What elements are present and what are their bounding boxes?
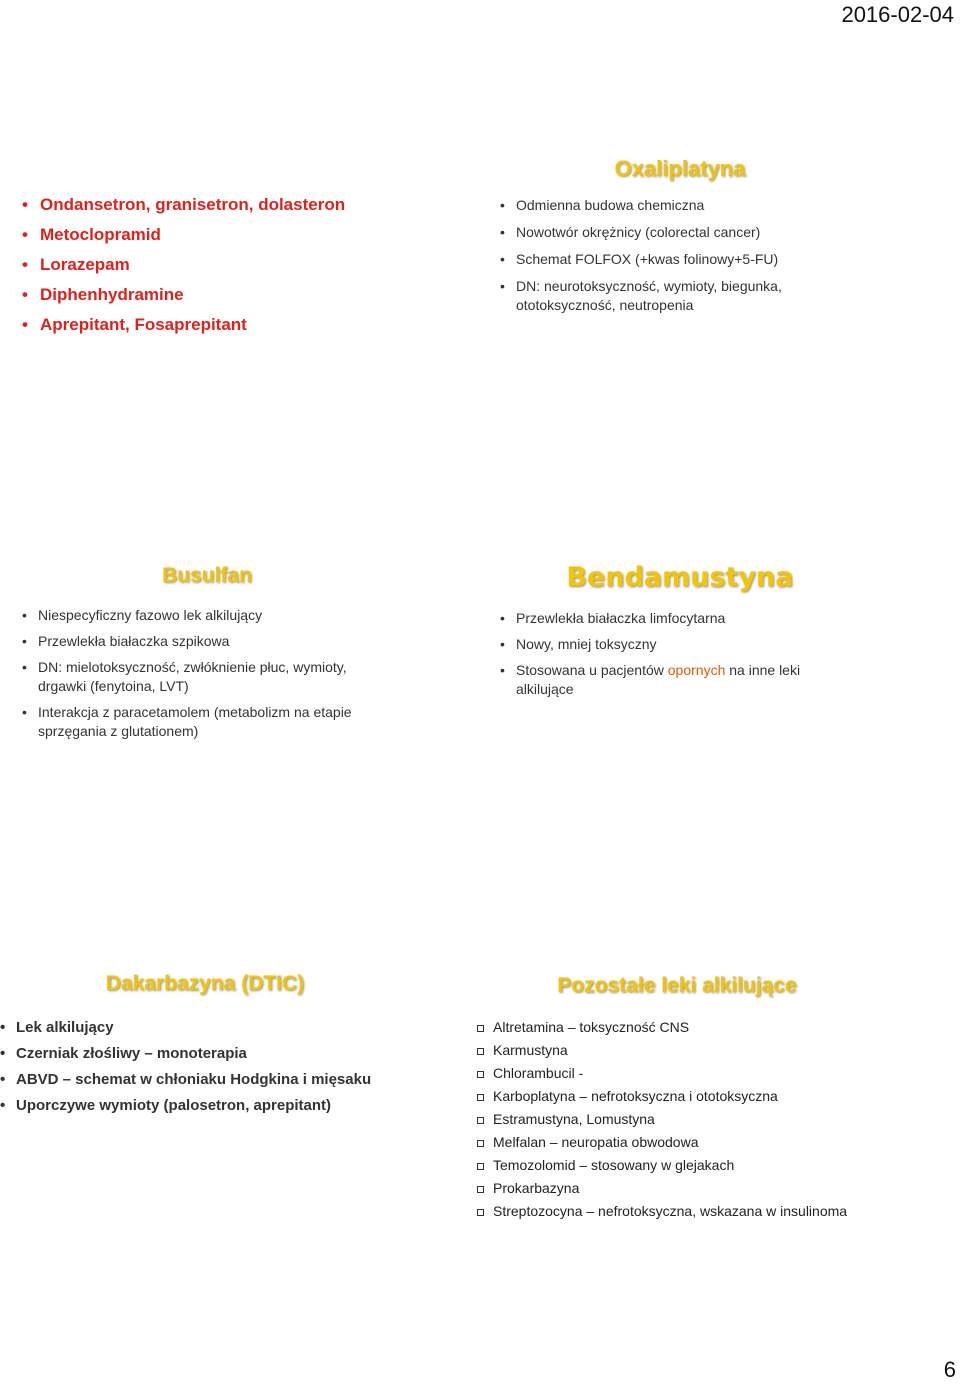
list-item: • Uporczywe wymioty (palosetron, aprepitant) bbox=[0, 1096, 410, 1115]
list-item: • Przewlekła białaczka limfocytarna bbox=[500, 609, 860, 628]
highlight-text: opornych bbox=[667, 662, 726, 678]
list-item: • Nowy, mniej toksyczny bbox=[500, 635, 860, 654]
list-item: • Odmienna budowa chemiczna bbox=[500, 196, 860, 215]
list-item: • Interakcja z paracetamolem (metabolizm na etapie sprzęgania z glutationem) bbox=[22, 703, 392, 741]
list-item: • Schemat FOLFOX (+kwas folinowy+5-FU) bbox=[500, 250, 860, 269]
slide-busulfan bbox=[22, 564, 392, 748]
bullet-list bbox=[500, 609, 860, 699]
list-item: • Lek alkilujący bbox=[0, 1018, 410, 1037]
slide-antiemetics bbox=[22, 190, 442, 340]
list-item: • Metoclopramid bbox=[22, 220, 442, 250]
list-item: • Ondansetron, granisetron, dolasteron bbox=[22, 190, 442, 220]
item-text: Stosowana u pacjentów bbox=[516, 662, 668, 678]
slide-title: Oxaliplatyna bbox=[614, 156, 746, 181]
slide-dakarbazyna bbox=[0, 972, 410, 1122]
bullet-list bbox=[22, 606, 392, 741]
list-item: • DN: mielotoksyczność, zwłóknienie płuc, wymioty, drgawki (fenytoina, LVT) bbox=[22, 658, 392, 696]
date-label: 2016-02-04 bbox=[841, 2, 954, 27]
bullet-list bbox=[22, 190, 442, 340]
slide-other-alkylating bbox=[477, 974, 877, 1225]
list-item: Karboplatyna – nefrotoksyczna i ototoksyczna bbox=[477, 1087, 877, 1106]
bullet-list bbox=[477, 1018, 877, 1221]
page-number: 6 bbox=[943, 1357, 956, 1382]
list-item: Altretamina – toksyczność CNS bbox=[477, 1018, 877, 1037]
list-item: Temozolomid – stosowany w glejakach bbox=[477, 1156, 877, 1175]
bullet-list bbox=[500, 196, 860, 315]
list-item: • DN: neurotoksyczność, wymioty, biegunka, ototoksyczność, neutropenia bbox=[500, 277, 860, 315]
slide-title: Bendamustyna bbox=[566, 562, 794, 593]
slide-title: Dakarbazyna (DTIC) bbox=[105, 972, 305, 995]
list-item: • ABVD – schemat w chłoniaku Hodgkina i mięsaku bbox=[0, 1070, 410, 1089]
list-item: Melfalan – neuropatia obwodowa bbox=[477, 1133, 877, 1152]
list-item: • Nowotwór okrężnicy (colorectal cancer) bbox=[500, 223, 860, 242]
list-item bbox=[500, 661, 860, 699]
list-item: Chlorambucil - bbox=[477, 1064, 877, 1083]
slide-bendamustyna bbox=[500, 562, 860, 706]
slide-title: Pozostałe leki alkilujące bbox=[557, 974, 797, 997]
item-text: na inne leki alkilujące bbox=[516, 662, 801, 697]
slide-title: Busulfan bbox=[162, 564, 252, 587]
list-item: • Czerniak złośliwy – monoterapia bbox=[0, 1044, 410, 1063]
list-item: • Aprepitant, Fosaprepitant bbox=[22, 310, 442, 340]
list-item: Karmustyna bbox=[477, 1041, 877, 1060]
list-item: Streptozocyna – nefrotoksyczna, wskazana w insulinoma bbox=[477, 1202, 877, 1221]
list-item: • Niespecyficzny fazowo lek alkilujący bbox=[22, 606, 392, 625]
slide-oxaliplatyna bbox=[500, 156, 860, 323]
list-item: • Lorazepam bbox=[22, 250, 442, 280]
list-item: Prokarbazyna bbox=[477, 1179, 877, 1198]
list-item: • Diphenhydramine bbox=[22, 280, 442, 310]
list-item: • Przewlekła białaczka szpikowa bbox=[22, 632, 392, 651]
list-item: Estramustyna, Lomustyna bbox=[477, 1110, 877, 1129]
bullet-list bbox=[0, 1018, 410, 1115]
